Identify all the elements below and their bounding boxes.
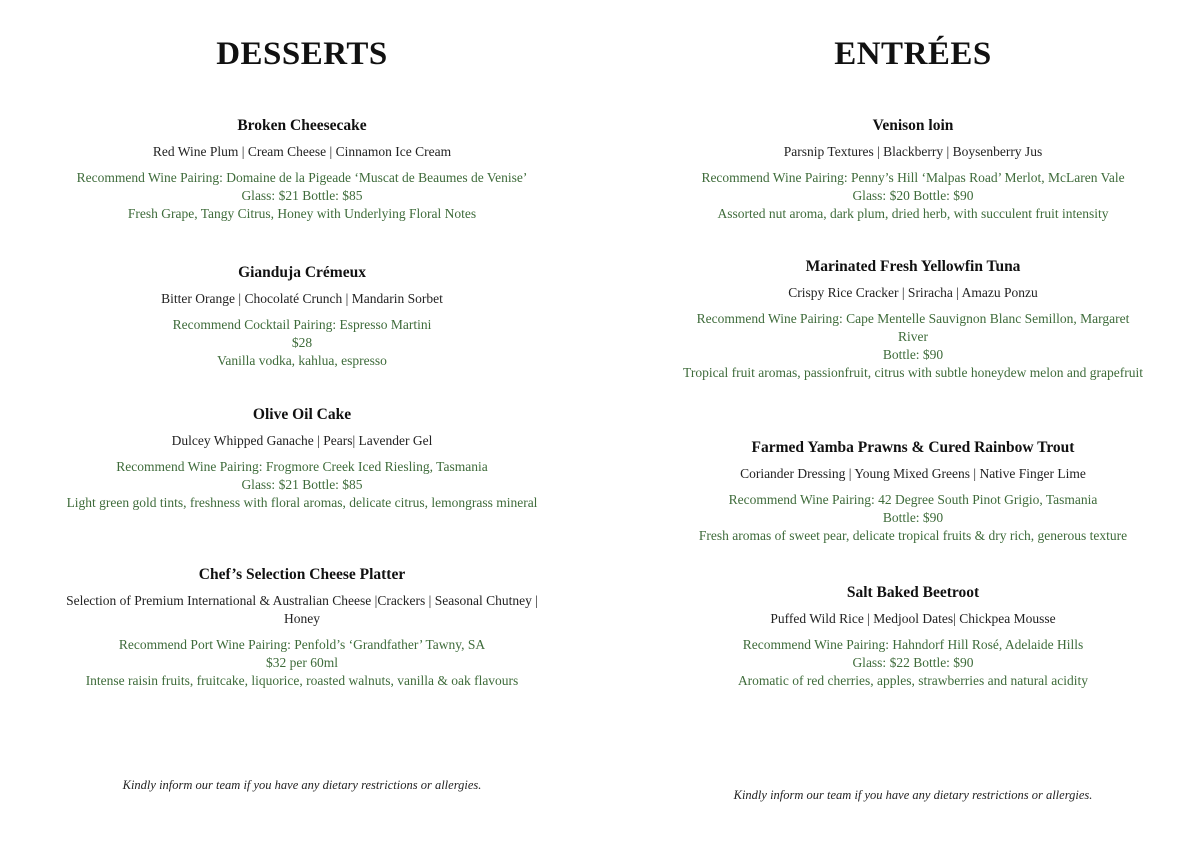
dietary-note: Kindly inform our team if you have any dietary restrictions or allergies. (733, 788, 1093, 802)
pairing-price: Glass: $21 Bottle: $85 (241, 188, 363, 203)
pairing-notes: Fresh aromas of sweet pear, delicate tropical fruits & dry rich, generous texture (698, 528, 1128, 543)
item-description: Bitter Orange | Chocolaté Crunch | Mandarin Sorbet (161, 291, 443, 306)
pairing-price: $32 per 60ml (266, 655, 338, 670)
item-description: Parsnip Textures | Blackberry | Boysenberry Jus (783, 144, 1043, 159)
desserts-column (60, 0, 544, 848)
pairing-recommendation: Recommend Cocktail Pairing: Espresso Martini (172, 317, 432, 332)
pairing-block (680, 491, 1146, 545)
item-description: Coriander Dressing | Young Mixed Greens | Native Finger Lime (740, 466, 1086, 481)
pairing-recommendation: Recommend Wine Pairing: Penny’s Hill ‘Malpas Road’ Merlot, McLaren Vale (701, 170, 1125, 185)
pairing-notes: Tropical fruit aromas, passionfruit, citrus with subtle honeydew melon and grapefruit (683, 365, 1143, 380)
item-name: Olive Oil Cake (252, 406, 352, 423)
menu-item-olive-oil-cake (60, 405, 544, 512)
pairing-block (680, 310, 1146, 382)
pairing-notes: Vanilla vodka, kahlua, espresso (217, 353, 387, 368)
item-description: Dulcey Whipped Ganache | Pears| Lavender Gel (171, 433, 433, 448)
menu-item-salt-baked-beetroot (680, 583, 1146, 690)
pairing-price: Glass: $21 Bottle: $85 (241, 477, 363, 492)
pairing-recommendation: Recommend Wine Pairing: Hahndorf Hill Rosé, Adelaide Hills (742, 637, 1084, 652)
entrees-column (680, 0, 1146, 848)
pairing-block (680, 636, 1146, 690)
pairing-block (60, 636, 544, 690)
pairing-recommendation: Recommend Wine Pairing: 42 Degree South Pinot Grigio, Tasmania (728, 492, 1098, 507)
pairing-price: Bottle: $90 (882, 347, 944, 362)
item-name: Chef’s Selection Cheese Platter (198, 566, 406, 583)
pairing-price: Glass: $20 Bottle: $90 (852, 188, 974, 203)
item-name: Farmed Yamba Prawns & Cured Rainbow Trout (751, 439, 1075, 456)
item-description: Red Wine Plum | Cream Cheese | Cinnamon Ice Cream (152, 144, 452, 159)
pairing-notes: Fresh Grape, Tangy Citrus, Honey with Underlying Floral Notes (127, 206, 477, 221)
pairing-price: Bottle: $90 (882, 510, 944, 525)
menu-item-broken-cheesecake (60, 116, 544, 223)
pairing-notes: Aromatic of red cherries, apples, strawberries and natural acidity (737, 673, 1089, 688)
pairing-recommendation: Recommend Wine Pairing: Domaine de la Pigeade ‘Muscat de Beaumes de Venise’ (76, 170, 528, 185)
pairing-notes: Intense raisin fruits, fruitcake, liquorice, roasted walnuts, vanilla & oak flavours (85, 673, 519, 688)
dietary-note: Kindly inform our team if you have any dietary restrictions or allergies. (122, 778, 482, 792)
menu-item-venison-loin (680, 116, 1146, 223)
item-name: Marinated Fresh Yellowfin Tuna (805, 258, 1021, 275)
menu-item-gianduja-cremeux (60, 263, 544, 370)
item-name: Gianduja Crémeux (238, 264, 366, 281)
item-description: Crispy Rice Cracker | Sriracha | Amazu Ponzu (788, 285, 1038, 300)
pairing-block (60, 458, 544, 512)
item-description: Selection of Premium International & Australian Cheese |Crackers | Seasonal Chutney | Honey (66, 593, 538, 626)
menu-item-yellowfin-tuna (680, 257, 1146, 382)
menu-item-prawns-trout (680, 438, 1146, 545)
desserts-title: DESSERTS (216, 36, 388, 72)
item-description: Puffed Wild Rice | Medjool Dates| Chickpea Mousse (770, 611, 1056, 626)
pairing-recommendation: Recommend Wine Pairing: Cape Mentelle Sauvignon Blanc Semillon, Margaret River (696, 311, 1130, 344)
pairing-price: Glass: $22 Bottle: $90 (852, 655, 974, 670)
pairing-price: $28 (291, 335, 313, 350)
pairing-block (680, 169, 1146, 223)
entrees-title: ENTRÉES (834, 36, 992, 72)
pairing-recommendation: Recommend Port Wine Pairing: Penfold’s ‘Grandfather’ Tawny, SA (118, 637, 486, 652)
pairing-block (60, 169, 544, 223)
item-name: Broken Cheesecake (237, 117, 367, 134)
pairing-recommendation: Recommend Wine Pairing: Frogmore Creek Iced Riesling, Tasmania (116, 459, 488, 474)
pairing-notes: Light green gold tints, freshness with floral aromas, delicate citrus, lemongrass mineral (66, 495, 538, 510)
item-name: Venison loin (872, 117, 954, 134)
pairing-notes: Assorted nut aroma, dark plum, dried herb, with succulent fruit intensity (717, 206, 1109, 221)
pairing-block (60, 316, 544, 370)
menu-item-cheese-platter (60, 565, 544, 690)
item-name: Salt Baked Beetroot (846, 584, 980, 601)
